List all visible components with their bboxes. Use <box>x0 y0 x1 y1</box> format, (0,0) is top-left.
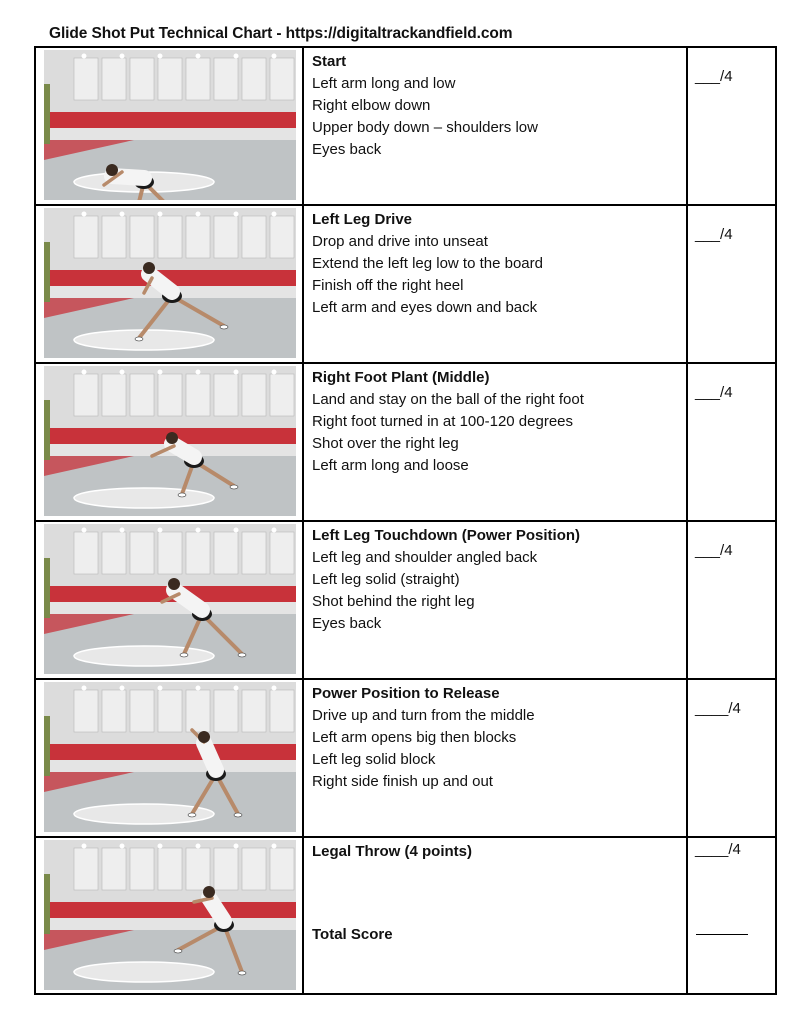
photo-window-panel <box>214 690 238 732</box>
score-cell <box>687 837 776 994</box>
photo-window-panel <box>270 532 294 574</box>
chart-row-right-foot-plant <box>35 363 776 521</box>
photo-window-panel <box>158 848 182 890</box>
photo-wall-base <box>44 918 296 930</box>
photo-window-panel <box>74 532 98 574</box>
photo-ceiling-light <box>196 528 201 533</box>
athlete-photo-image <box>44 208 296 358</box>
photo-ceiling-light <box>120 844 125 849</box>
athlete-head <box>166 432 178 444</box>
photo-window-panel <box>214 374 238 416</box>
photo-window-panel <box>214 532 238 574</box>
photo-right-foot-plant <box>44 366 296 516</box>
legal-throw-title: Legal Throw (4 points) <box>312 843 472 860</box>
photo-wall-base <box>44 602 296 614</box>
step-item: Upper body down – shoulders low <box>312 119 538 136</box>
photo-ceiling-light <box>158 844 163 849</box>
photo-ceiling-light <box>234 844 239 849</box>
photo-ceiling-light <box>196 212 201 217</box>
photo-window-panel <box>130 374 154 416</box>
photo-window-panel <box>158 690 182 732</box>
photo-window-panel <box>186 848 210 890</box>
photo-window-panel <box>214 216 238 258</box>
photo-ceiling-light <box>158 528 163 533</box>
step-item: Eyes back <box>312 615 382 632</box>
step-item: Left arm long and low <box>312 75 456 92</box>
athlete-right-shoe <box>238 653 246 657</box>
step-title: Right Foot Plant (Middle) <box>312 369 490 386</box>
photo-window-panel <box>158 216 182 258</box>
photo-ceiling-light <box>158 686 163 691</box>
photo-power-position-release <box>44 682 296 832</box>
score-cell <box>687 679 776 837</box>
photo-window-panel <box>130 848 154 890</box>
score-cell <box>687 521 776 679</box>
score-blank: ___/4 <box>695 542 733 559</box>
photo-cell <box>35 205 303 363</box>
athlete-right-shoe <box>220 325 228 329</box>
athlete-right-shoe <box>234 813 242 817</box>
step-title: Start <box>312 53 347 70</box>
photo-ceiling-light <box>272 54 277 59</box>
score-blank: ____/4 <box>695 700 741 717</box>
photo-ceiling-light <box>272 686 277 691</box>
athlete-left-shoe <box>174 949 182 953</box>
step-item: Shot behind the right leg <box>312 593 475 610</box>
photo-flag <box>44 400 50 460</box>
photo-window-panel <box>186 58 210 100</box>
photo-cell <box>35 837 303 994</box>
photo-ceiling-light <box>272 370 277 375</box>
photo-cell <box>35 679 303 837</box>
step-item: Extend the left leg low to the board <box>312 255 543 272</box>
photo-window-panel <box>74 690 98 732</box>
photo-window-panel <box>242 374 266 416</box>
photo-ceiling-light <box>82 54 87 59</box>
step-item: Drive up and turn from the middle <box>312 707 535 724</box>
photo-window-panel <box>102 374 126 416</box>
text-cell <box>303 521 687 679</box>
athlete-left-shoe <box>188 813 196 817</box>
photo-window-panel <box>186 216 210 258</box>
photo-window-panel <box>158 58 182 100</box>
photo-window-panel <box>242 216 266 258</box>
photo-window-panel <box>130 58 154 100</box>
photo-window-panel <box>102 532 126 574</box>
step-item: Right foot turned in at 100-120 degrees <box>312 413 574 430</box>
step-title: Power Position to Release <box>312 685 500 702</box>
photo-ceiling-light <box>196 54 201 59</box>
photo-ceiling-light <box>196 844 201 849</box>
step-item: Left leg solid block <box>312 751 436 768</box>
photo-ceiling-light <box>120 686 125 691</box>
photo-window-panel <box>270 690 294 732</box>
score-blank: ___/4 <box>695 384 733 401</box>
photo-window-panel <box>158 374 182 416</box>
photo-window-panel <box>270 848 294 890</box>
step-item: Left leg and shoulder angled back <box>312 549 538 566</box>
photo-window-panel <box>270 374 294 416</box>
score-blank: ___/4 <box>695 68 733 85</box>
photo-window-panel <box>74 58 98 100</box>
photo-cell <box>35 363 303 521</box>
text-cell <box>303 679 687 837</box>
photo-window-panel <box>214 848 238 890</box>
photo-ceiling-light <box>120 212 125 217</box>
photo-legal-throw <box>44 840 296 990</box>
score-cell <box>687 205 776 363</box>
athlete-right-shoe <box>238 971 246 975</box>
photo-ceiling-light <box>120 54 125 59</box>
chart-row-legal-throw <box>35 837 776 994</box>
photo-red-banner <box>44 744 296 760</box>
photo-flag <box>44 716 50 776</box>
photo-ceiling-light <box>234 528 239 533</box>
photo-ceiling-light <box>120 370 125 375</box>
photo-left-leg-drive <box>44 208 296 358</box>
photo-ceiling-light <box>82 844 87 849</box>
photo-throwing-circle <box>74 488 214 508</box>
chart-row-start <box>35 47 776 205</box>
photo-window-panel <box>270 58 294 100</box>
photo-flag <box>44 84 50 144</box>
step-item: Shot over the right leg <box>312 435 459 452</box>
step-item: Right elbow down <box>312 97 431 114</box>
step-item: Right side finish up and out <box>312 773 493 790</box>
photo-wall-base <box>44 760 296 772</box>
step-item: Drop and drive into unseat <box>312 233 488 250</box>
total-score-label: Total Score <box>312 926 393 943</box>
photo-window-panel <box>242 58 266 100</box>
photo-window-panel <box>102 58 126 100</box>
photo-throwing-circle <box>74 646 214 666</box>
photo-window-panel <box>158 532 182 574</box>
photo-window-panel <box>242 532 266 574</box>
photo-ceiling-light <box>82 370 87 375</box>
athlete-photo-image <box>44 524 296 674</box>
athlete-left-shoe <box>178 493 186 497</box>
photo-ceiling-light <box>272 212 277 217</box>
photo-red-banner <box>44 902 296 918</box>
step-item: Finish off the right heel <box>312 277 464 294</box>
score-cell <box>687 47 776 205</box>
photo-window-panel <box>102 848 126 890</box>
photo-window-panel <box>186 690 210 732</box>
photo-ceiling-light <box>158 212 163 217</box>
chart-row-power-position-release <box>35 679 776 837</box>
photo-ceiling-light <box>82 528 87 533</box>
step-item: Land and stay on the ball of the right foot <box>312 391 584 408</box>
athlete-photo-image <box>44 840 296 990</box>
athlete-shirt <box>204 743 216 770</box>
athlete-head <box>168 578 180 590</box>
total-score-blank <box>696 934 748 935</box>
photo-ceiling-light <box>158 54 163 59</box>
text-cell <box>303 363 687 521</box>
photo-ceiling-light <box>272 528 277 533</box>
photo-ceiling-light <box>158 370 163 375</box>
photo-window-panel <box>102 690 126 732</box>
text-cell <box>303 837 687 994</box>
photo-window-panel <box>242 848 266 890</box>
photo-ceiling-light <box>82 212 87 217</box>
photo-window-panel <box>74 216 98 258</box>
technique-chart <box>34 46 777 995</box>
photo-throwing-circle <box>74 962 214 982</box>
photo-ceiling-light <box>196 686 201 691</box>
photo-window-panel <box>186 374 210 416</box>
photo-start <box>44 50 296 200</box>
step-title: Left Leg Drive <box>312 211 413 228</box>
photo-ceiling-light <box>272 844 277 849</box>
step-item: Eyes back <box>312 141 382 158</box>
photo-cell <box>35 521 303 679</box>
photo-flag <box>44 242 50 302</box>
step-item: Left arm long and loose <box>312 457 469 474</box>
photo-window-panel <box>242 690 266 732</box>
photo-ceiling-light <box>196 370 201 375</box>
athlete-right-shoe <box>230 485 238 489</box>
photo-ceiling-light <box>234 54 239 59</box>
photo-ceiling-light <box>234 686 239 691</box>
chart-row-left-leg-touchdown <box>35 521 776 679</box>
text-cell <box>303 47 687 205</box>
athlete-photo-image <box>44 50 296 200</box>
photo-ceiling-light <box>120 528 125 533</box>
photo-window-panel <box>214 58 238 100</box>
photo-window-panel <box>130 690 154 732</box>
step-item: Left leg solid (straight) <box>312 571 460 588</box>
photo-flag <box>44 874 50 934</box>
step-item: Left arm opens big then blocks <box>312 729 517 746</box>
athlete-left-shoe <box>135 337 143 341</box>
score-blank: ____/4 <box>695 841 741 858</box>
athlete-left-shoe <box>180 653 188 657</box>
photo-window-panel <box>186 532 210 574</box>
athlete-head <box>203 886 215 898</box>
athlete-head <box>198 731 210 743</box>
chart-row-left-leg-drive <box>35 205 776 363</box>
photo-wall-base <box>44 128 296 140</box>
athlete-photo-image <box>44 366 296 516</box>
photo-window-panel <box>102 216 126 258</box>
photo-ceiling-light <box>234 212 239 217</box>
photo-window-panel <box>270 216 294 258</box>
document-title: Glide Shot Put Technical Chart - https://digitaltrackandfield.com <box>49 25 513 42</box>
athlete-head <box>106 164 118 176</box>
photo-left-leg-touchdown <box>44 524 296 674</box>
photo-ceiling-light <box>234 370 239 375</box>
photo-flag <box>44 558 50 618</box>
photo-window-panel <box>74 374 98 416</box>
photo-window-panel <box>130 216 154 258</box>
photo-ceiling-light <box>82 686 87 691</box>
photo-window-panel <box>130 532 154 574</box>
text-cell <box>303 205 687 363</box>
athlete-photo-image <box>44 682 296 832</box>
step-title: Left Leg Touchdown (Power Position) <box>312 527 581 544</box>
photo-red-banner <box>44 112 296 128</box>
score-blank: ___/4 <box>695 226 733 243</box>
score-cell <box>687 363 776 521</box>
photo-window-panel <box>74 848 98 890</box>
step-item: Left arm and eyes down and back <box>312 299 538 316</box>
athlete-head <box>143 262 155 274</box>
photo-cell <box>35 47 303 205</box>
